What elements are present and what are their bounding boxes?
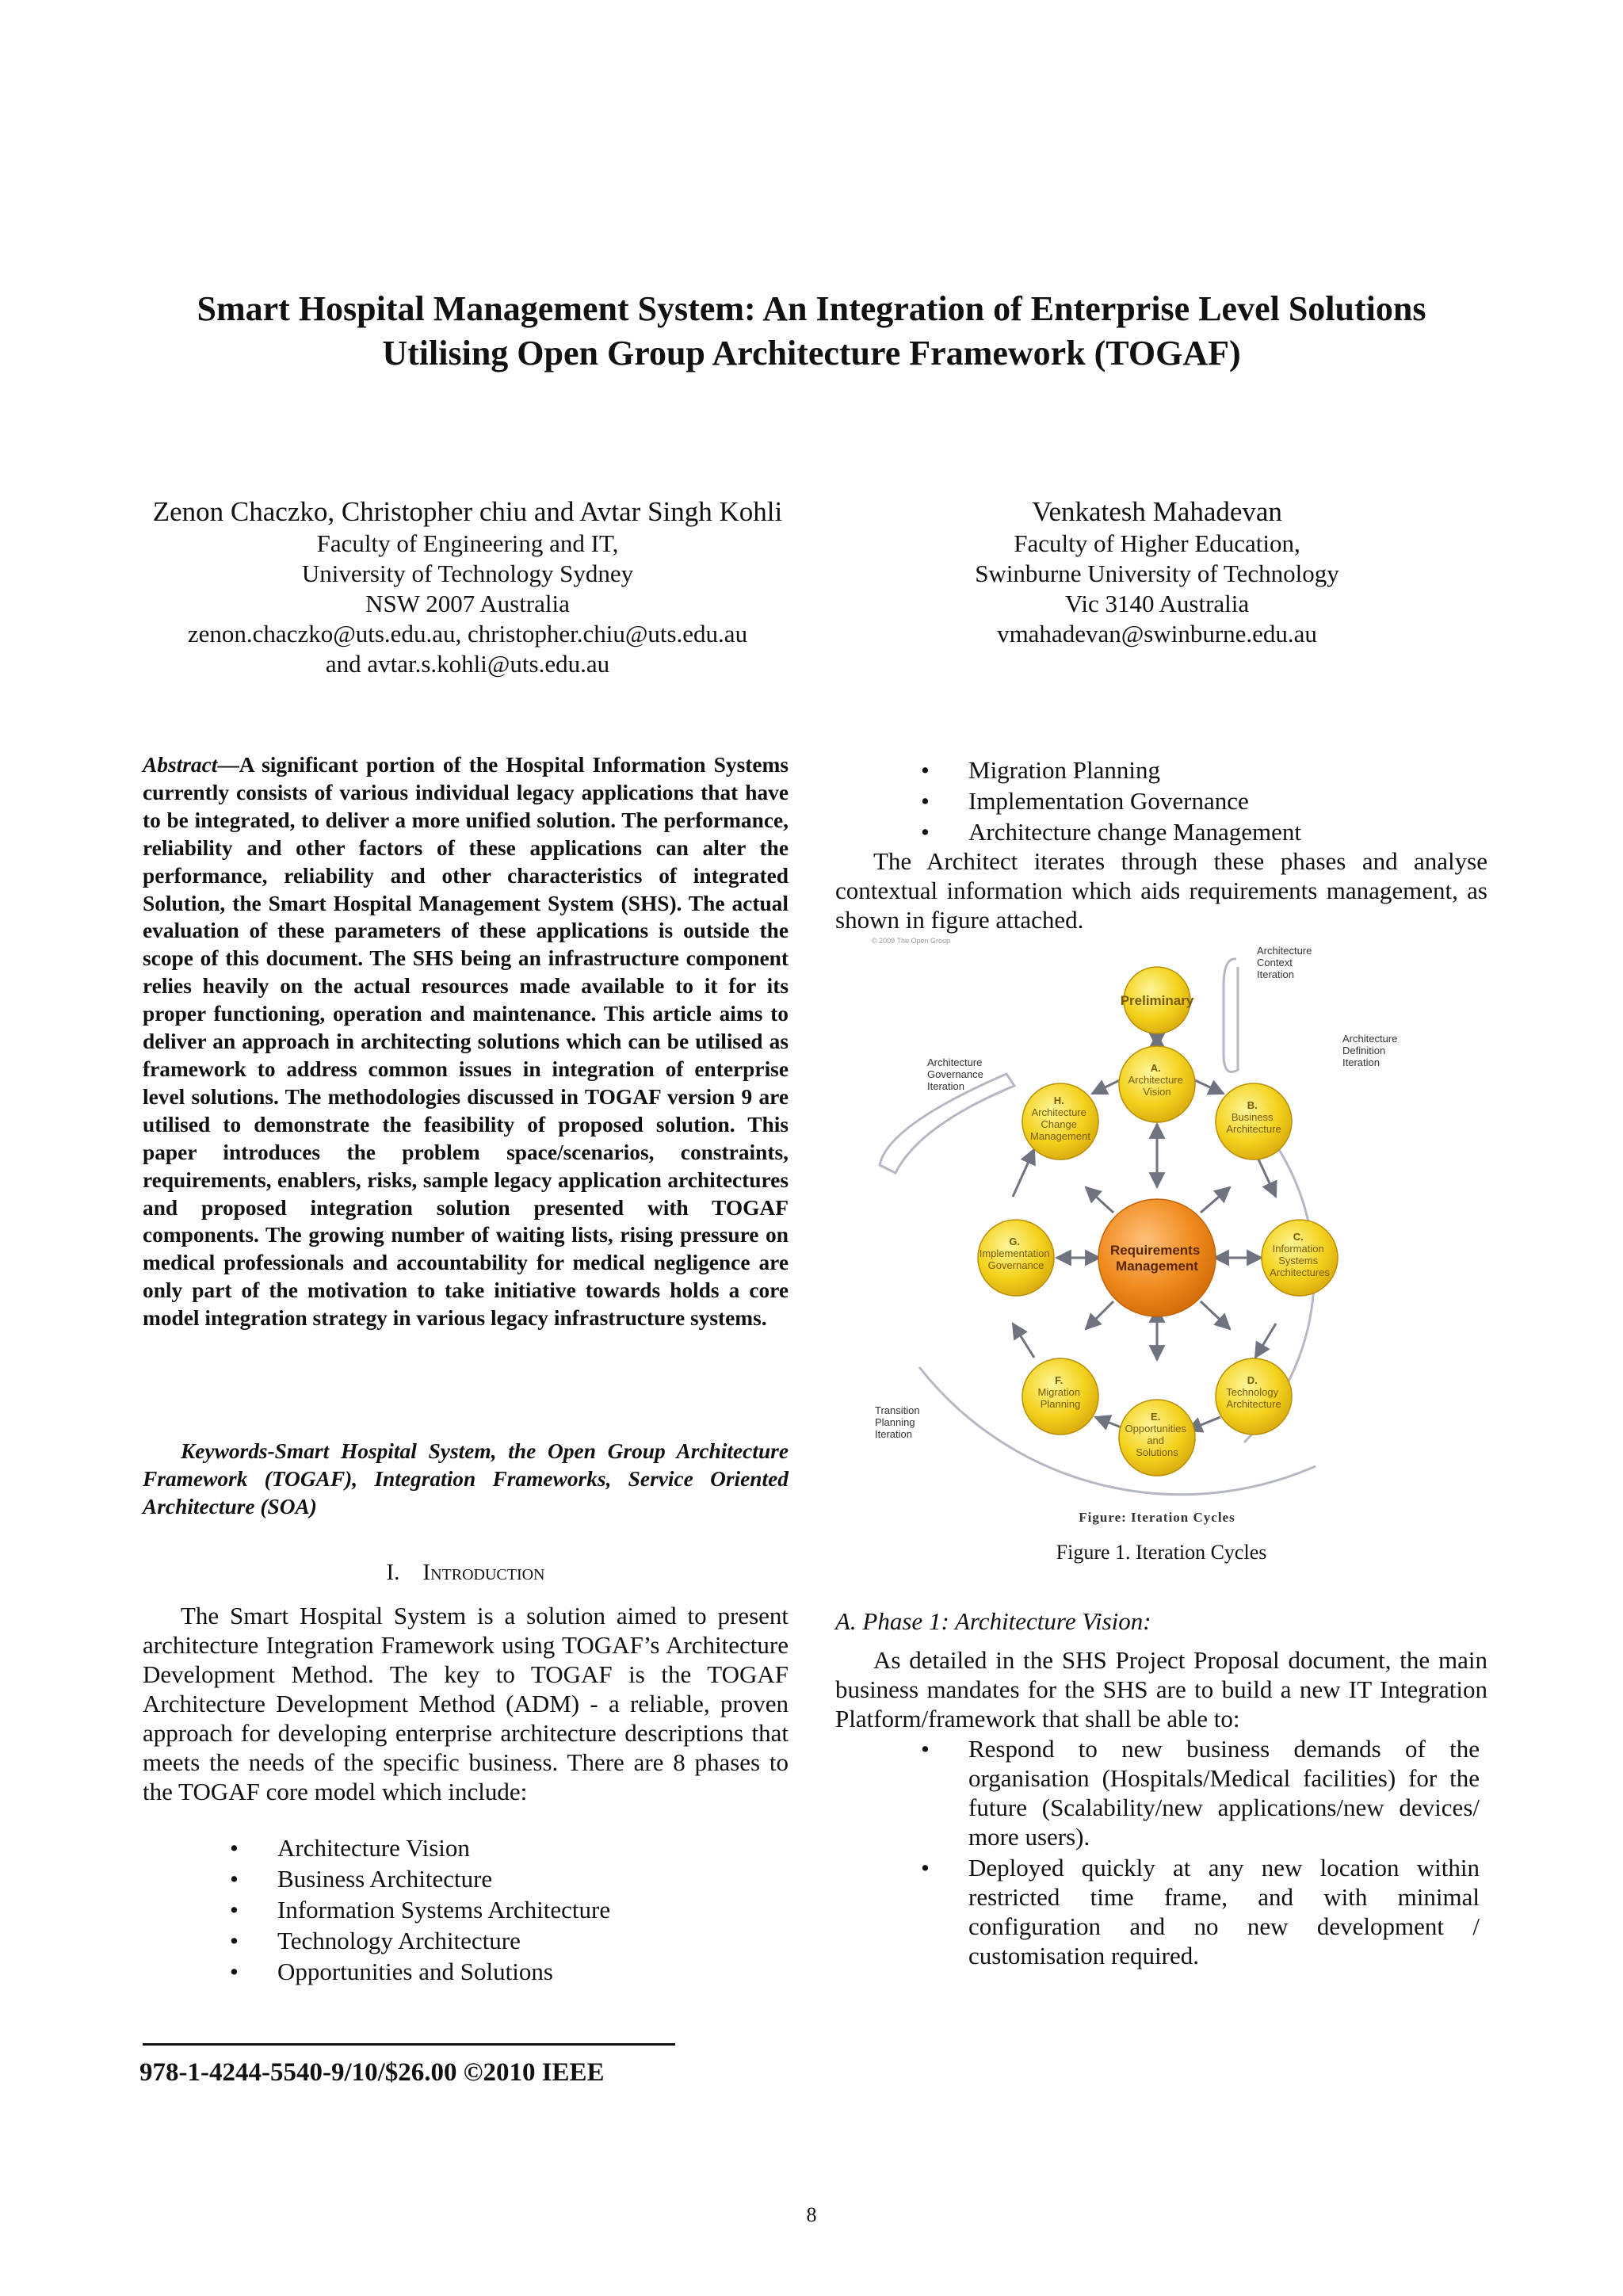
phase-e-line: Solutions (1136, 1446, 1178, 1458)
iteration-label-line: Iteration (1342, 1056, 1380, 1068)
author-email: vmahadevan@swinburne.edu.au (997, 620, 1317, 648)
author-affiliation: NSW 2007 Australia (365, 590, 570, 617)
arrow (1201, 1301, 1230, 1329)
list-item: • Business Architecture (230, 1863, 610, 1894)
list-item: • Architecture Vision (230, 1832, 610, 1863)
author-affiliation: Vic 3140 Australia (1064, 590, 1250, 617)
abstract-text: —A significant portion of the Hospital Information Systems currently consists of various individual legacy applications that have to be integrated, to deliver a more unified solution. The performance, reliability and other factors of these applications can alter the performance, reliability and other characteristics of integrated Solution, the Smart Hospital Management System (SHS). The actual evaluation of these parameters of these applications is outside the scope of this document. The SHS being an infrastructure component relies heavily on the actual resources made available to it for its proper functioning, operation and maintenance. This article aims to deliver an approach in architecting solutions which can be utilised as framework to address common issues in integration of enterprise level solutions. The methodologies discussed in TOGAF version 9 are utilised to demonstrate the feasibility of proposed solution. This paper introduces the problem space/scenarios, constraints, requirements, enablers, risks, sample legacy application architectures and proposed integration solution presented with TOGAF components. The growing number of waiting lists, rising pressure on medical professionals and accountability for medical negligence are only part of the motivation to take initiative towards holds a core model integration strategy in various legacy infrastructure systems. (143, 753, 789, 1331)
figure-source-note: © 2009 The Open Group (872, 937, 951, 945)
list-item: • Respond to new business demands of the organisation (Hospitals/Medical facilities) for the future (Scalability/new applications/new devices/ more users). (921, 1734, 1480, 1851)
iteration-label-line: Definition (1342, 1045, 1386, 1056)
center-label-line: Management (1116, 1259, 1198, 1274)
phase-g-line: Implementation (979, 1247, 1050, 1259)
iteration-label-line: Transition (875, 1404, 920, 1416)
author-affiliation: Faculty of Engineering and IT, (316, 529, 619, 557)
arrow (1201, 1187, 1230, 1213)
author-affiliation: Swinburne University of Technology (975, 560, 1339, 587)
author-block-2 (911, 495, 1403, 649)
section-title: Introduction (422, 1560, 545, 1585)
phase-f-letter: F. (1055, 1374, 1064, 1386)
phase-b-line: Architecture (1226, 1123, 1281, 1135)
list-item: • Implementation Governance (921, 785, 1301, 816)
phase-d-letter: D. (1247, 1374, 1258, 1386)
title-line-1: Smart Hospital Management System: An Integration of Enterprise Level Solutions (197, 289, 1426, 328)
list-item: • Deployed quickly at any new location within restricted time frame, and with minimal configuration and no new development / customisation required. (921, 1853, 1480, 1970)
phase-g-letter: G. (1009, 1236, 1021, 1247)
phase-h-line: Management (1030, 1130, 1090, 1142)
phase-c-line: Architectures (1270, 1266, 1330, 1278)
svg-text:Architecture Context (1257, 945, 1315, 980)
phase-h-line: Architecture (1031, 1106, 1086, 1118)
list-item: • Technology Architecture (230, 1925, 610, 1956)
author-affiliation: University of Technology Sydney (301, 560, 634, 587)
mandate-list (921, 1734, 1480, 1972)
paper-title (0, 287, 1623, 376)
phase-e-line: Opportunities (1125, 1423, 1186, 1435)
iteration-label-line: Iteration (927, 1080, 964, 1092)
phase-g-line: Governance (987, 1259, 1044, 1271)
section-heading-introduction (143, 1560, 789, 1586)
list-item: • Information Systems Architecture (230, 1894, 610, 1925)
svg-text:Transition Planning (875, 1404, 922, 1440)
author-names: Venkatesh Mahadevan (1032, 496, 1282, 527)
figure-caption: Figure 1. Iteration Cycles (1056, 1541, 1267, 1564)
iteration-label-line: Architecture (927, 1056, 983, 1068)
requirements-management-node (1098, 1199, 1216, 1316)
list-item: • Architecture change Management (921, 816, 1301, 847)
iteration-label-line: Architecture (1342, 1033, 1398, 1045)
phase1-paragraph: As detailed in the SHS Project Proposal document, the main business mandates for the SHS are to build a new IT Integration Platform/framework that shall be able to: (835, 1646, 1487, 1733)
list-item: • Migration Planning (921, 755, 1301, 785)
page-number: 8 (806, 2203, 817, 2226)
intro-paragraph: The Smart Hospital System is a solution aimed to present architecture Integration Framework using TOGAF’s Architecture Development Method. The key to TOGAF is the TOGAF Architecture Development Method (ADM) - a reliable, proven approach for developing enterprise architecture descriptions that meets the needs of the specific business. There are 8 phases to the TOGAF core model which include: (143, 1602, 789, 1805)
adm-iteration-diagram (872, 935, 1442, 1538)
iteration-label-line: Architecture (1257, 945, 1312, 957)
phase-c-letter: C. (1293, 1231, 1304, 1243)
abstract-label: Abstract (143, 753, 218, 777)
phase-e-line: and (1147, 1435, 1165, 1446)
iteration-label-line: Iteration (875, 1428, 912, 1440)
iteration-label-line: Context (1257, 957, 1293, 968)
author-email: and avtar.s.kohli@uts.edu.au (325, 650, 610, 678)
arrow (1013, 1324, 1034, 1358)
footnote-rule (143, 2043, 675, 2046)
phase-f-line: Migration (1037, 1386, 1080, 1398)
phase-h-letter: H. (1053, 1095, 1064, 1106)
phase-h-line: Change (1041, 1118, 1077, 1130)
phase-c-line: Information (1272, 1243, 1324, 1255)
author-names: Zenon Chaczko, Christopher chiu and Avtar Singh Kohli (152, 496, 783, 527)
author-email: zenon.chaczko@uts.edu.au, christopher.chiu@uts.edu.au (187, 620, 748, 648)
figure-inner-caption: Figure: Iteration Cycles (1079, 1510, 1235, 1525)
phase-b-letter: B. (1247, 1099, 1258, 1111)
arrow (1086, 1301, 1113, 1329)
copyright-notice: 978-1-4244-5540-9/10/$26.00 ©2010 IEEE (139, 2058, 605, 2087)
phase-a-letter: A. (1150, 1062, 1161, 1074)
phase-a-line: Vision (1143, 1086, 1171, 1098)
context-iteration-loop (1224, 959, 1238, 1072)
phase-f-line: Planning (1040, 1398, 1081, 1410)
svg-text:Architecture Definition (1342, 1033, 1400, 1068)
abstract (143, 751, 789, 1332)
author-affiliation: Faculty of Higher Education, (1014, 529, 1300, 557)
phase-d-line: Technology (1226, 1386, 1279, 1398)
phase-list-right (921, 755, 1301, 847)
center-label-line: Requirements (1109, 1243, 1201, 1258)
title-line-2: Utilising Open Group Architecture Framework (TOGAF) (382, 334, 1241, 372)
phase-c-line: Systems (1278, 1255, 1319, 1266)
subsection-heading-phase1: A. Phase 1: Architecture Vision: (835, 1607, 1151, 1635)
svg-text:Requirements Management (1110, 1243, 1204, 1274)
iteration-label-line: Governance (927, 1068, 983, 1080)
section-number: I. (386, 1560, 400, 1585)
iteration-paragraph: The Architect iterates through these phases and analyse contextual information which aids requirements management, as shown in figure attached. (835, 847, 1487, 934)
phase-a-line: Architecture (1128, 1074, 1183, 1086)
phase-b-line: Business (1231, 1111, 1274, 1123)
arrow (1086, 1187, 1113, 1213)
phase-e-letter: E. (1151, 1411, 1161, 1423)
iteration-label-line: Planning (875, 1416, 915, 1428)
arrow (1255, 1324, 1276, 1358)
list-item: • Opportunities and Solutions (230, 1956, 610, 1987)
preliminary-label: Preliminary (1120, 993, 1194, 1008)
author-block-1 (151, 495, 785, 679)
phase-list-left (230, 1832, 610, 1987)
iteration-label-line: Iteration (1257, 968, 1294, 980)
keywords: Keywords-Smart Hospital System, the Open Group Architecture Framework (TOGAF), Integration Frameworks, Service Oriented Architecture (SOA) (143, 1439, 789, 1519)
arrow (1013, 1149, 1034, 1197)
phase-d-line: Architecture (1226, 1398, 1281, 1410)
